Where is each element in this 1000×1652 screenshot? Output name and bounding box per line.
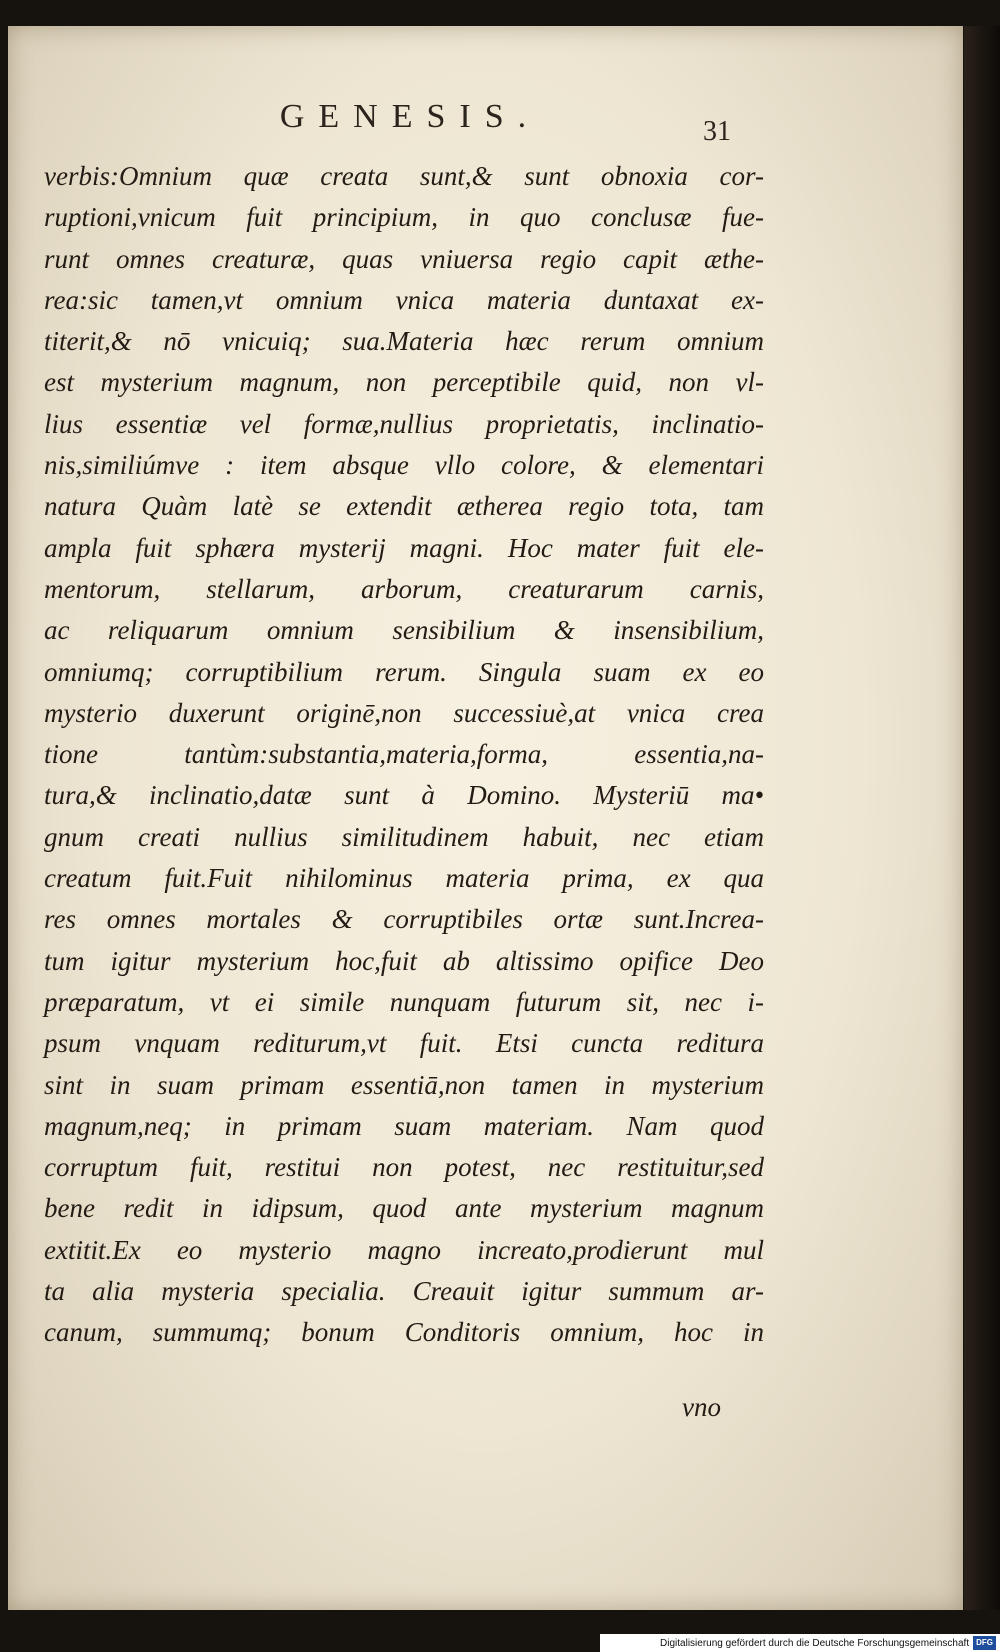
text-line: corruptum fuit, restitui non potest, nec restituitur,sed <box>44 1152 764 1183</box>
text-line: est mysterium magnum, non perceptibile quid, non vl- <box>44 367 764 398</box>
page-edge-shadow <box>964 26 1000 1610</box>
text-line: runt omnes creaturæ, quas vniuersa regio capit æthe- <box>44 243 764 274</box>
text-line: magnum,neq; in primam suam materiam. Nam quod <box>44 1110 764 1141</box>
dfg-logo: DFG <box>973 1636 996 1650</box>
text-line: natura Quàm latè se extendit ætherea regio tota, tam <box>44 491 764 522</box>
text-line: rea:sic tamen,vt omnium vnica materia duntaxat ex- <box>44 284 764 315</box>
digitization-credit-bar <box>600 1634 1000 1652</box>
text-line: ampla fuit sphæra mysterij magni. Hoc mater fuit ele- <box>44 532 764 563</box>
text-line: tura,& inclinatio,datæ sunt à Domino. Mysteriū ma• <box>44 780 764 811</box>
text-line: res omnes mortales & corruptibiles ortæ sunt.Increa- <box>44 904 764 935</box>
text-line: psum vnquam rediturum,vt fuit. Etsi cuncta reditura <box>44 1028 764 1059</box>
text-line: omniumq; corruptibilium rerum. Singula suam ex eo <box>44 656 764 687</box>
text-line: tum igitur mysterium hoc,fuit ab altissimo opifice Deo <box>44 945 764 976</box>
text-line: verbis:Omnium quæ creata sunt,& sunt obnoxia cor- <box>44 161 764 191</box>
catchword: vno <box>682 1392 721 1422</box>
running-head: GENESIS. <box>279 98 541 135</box>
text-line: mysterio duxerunt originē,non successiuè,at vnica crea <box>44 697 764 728</box>
page-number: 31 <box>703 116 731 147</box>
text-line: præparatum, vt ei simile nunquam futurum sit, nec i- <box>44 986 764 1017</box>
digitization-credit: Digitalisierung gefördert durch die Deutsche Forschungsgemeinschaft <box>660 1637 970 1649</box>
body-text <box>44 156 764 1354</box>
text-line: tione tantùm:substantia,materia,forma, essentia,na- <box>44 739 764 770</box>
text-line: ta alia mysteria specialia. Creauit igitur summum ar- <box>44 1276 764 1307</box>
text-line: gnum creati nullius similitudinem habuit, nec etiam <box>44 821 764 852</box>
text-line: titerit,& nō vnicuiq; sua.Materia hæc rerum omnium <box>44 326 764 357</box>
text-line: ruptioni,vnicum fuit principium, in quo conclusæ fue- <box>44 202 764 233</box>
text-line: bene redit in idipsum, quod ante mysterium magnum <box>44 1193 764 1224</box>
text-line: sint in suam primam essentiā,non tamen in mysterium <box>44 1069 764 1100</box>
text-line: extitit.Ex eo mysterio magno increato,prodierunt mul <box>44 1234 764 1265</box>
text-line: nis,similiúmve : item absque vllo colore, & elementari <box>44 450 764 481</box>
text-line: lius essentiæ vel formæ,nullius proprietatis, inclinatio- <box>44 408 764 439</box>
text-line: creatum fuit.Fuit nihilominus materia prima, ex qua <box>44 863 764 894</box>
text-line: canum, summumq; bonum Conditoris omnium, hoc in <box>44 1317 764 1348</box>
text-line: mentorum, stellarum, arborum, creaturarum carnis, <box>44 573 764 604</box>
text-line: ac reliquarum omnium sensibilium & insensibilium, <box>44 615 764 646</box>
